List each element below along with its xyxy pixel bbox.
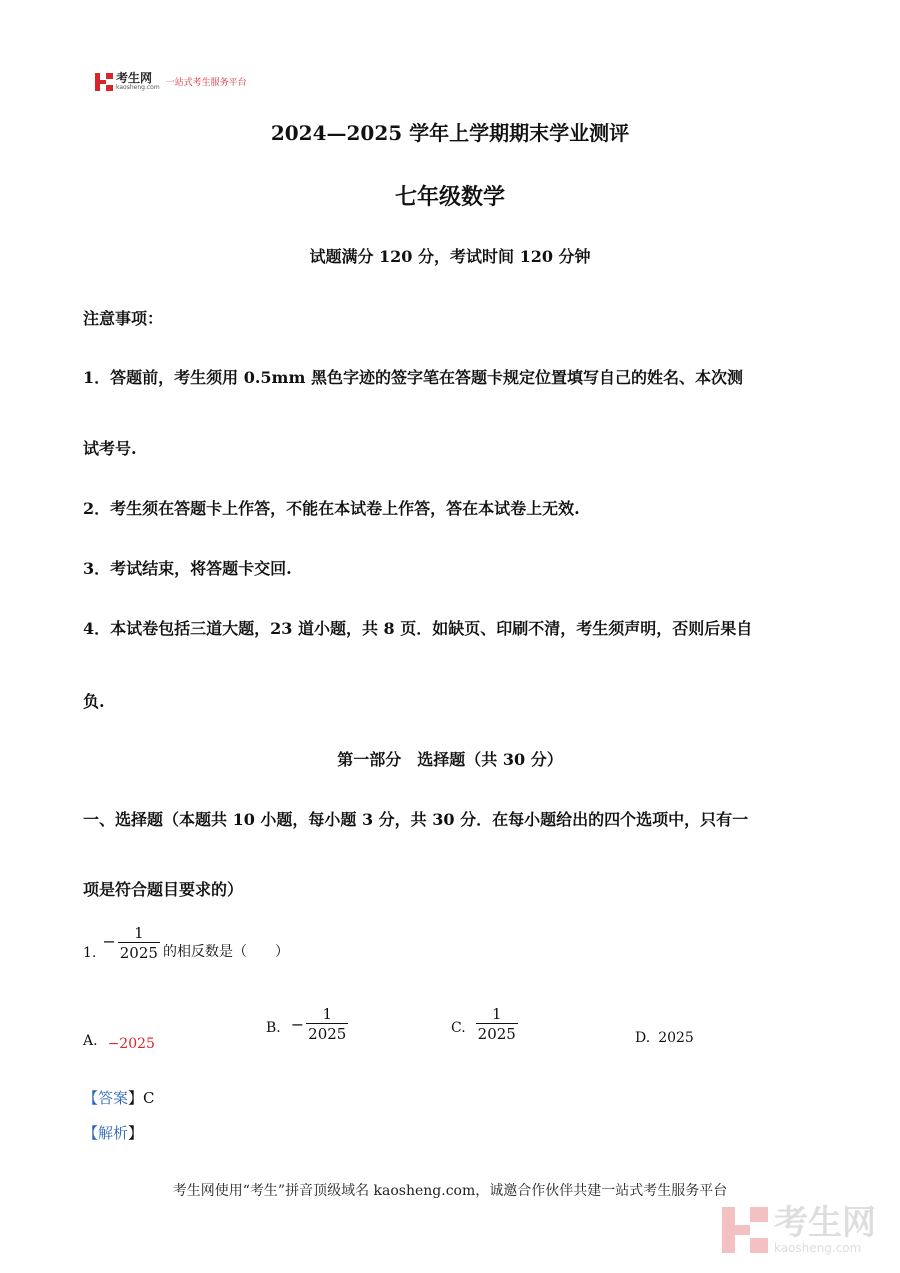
question-stem: 的相反数是（ ） (162, 944, 289, 960)
answer-open-bracket: 【 (83, 1089, 99, 1107)
notes-heading: 注意事项： (83, 309, 164, 328)
note-item-3: 3．考试结束，将答题卡交回. (83, 559, 292, 578)
answer-value: C (143, 1089, 155, 1107)
question-number: 1. (83, 945, 97, 961)
option-b-numerator: 1 (322, 1005, 333, 1023)
logo-slogan: 一站式考生服务平台 (165, 78, 247, 88)
logo-domain: kaosheng.com (116, 84, 160, 91)
option-a-value: −2025 (107, 1036, 155, 1052)
option-b (266, 1005, 348, 1044)
option-d (635, 1030, 694, 1046)
note-item-1-line2: 试考号. (83, 439, 137, 458)
analysis-label: 解析 (98, 1124, 129, 1142)
exam-subject: 七年级数学 (394, 184, 505, 210)
option-c-label: C. (451, 1020, 466, 1036)
watermark-name: 考生网 (774, 1203, 876, 1243)
option-b-fraction (306, 1005, 348, 1044)
analysis-line (83, 1122, 143, 1143)
option-d-label: D. (635, 1030, 651, 1046)
watermark (722, 1203, 876, 1255)
note-item-4-line1: 4．本试卷包括三道大题，23 道小题，共 8 页．如缺页、印刷不清，考生须声明，否则后果自 (83, 619, 753, 638)
option-c-denominator: 2025 (477, 1025, 516, 1043)
note-item-4-line2: 负. (83, 692, 105, 711)
watermark-logo-icon (722, 1207, 768, 1253)
section-instructions-line2: 项是符合题目要求的） (83, 880, 244, 899)
analysis-open-bracket: 【 (83, 1124, 99, 1142)
analysis-close-bracket: 】 (128, 1124, 144, 1142)
option-c-numerator: 1 (491, 1005, 502, 1023)
part1-heading: 第一部分 选择题（共 30 分） (337, 750, 563, 769)
section-instructions-line1: 一、选择题（本题共 10 小题，每小题 3 分，共 30 分．在每小题给出的四个选项中，只有一 (83, 810, 749, 829)
exam-title: 2024—2025 学年上学期期末学业测评 (270, 121, 630, 145)
question-fraction (118, 924, 160, 963)
answer-label: 答案 (98, 1089, 129, 1107)
exam-subtitle: 试题满分 120 分，考试时间 120 分钟 (309, 247, 591, 266)
option-c-fraction (476, 1005, 518, 1044)
option-a (83, 1030, 155, 1052)
question-1 (83, 924, 289, 963)
option-a-label: A. (83, 1033, 98, 1049)
site-logo (95, 72, 247, 91)
logo-name: 考生网 (116, 71, 153, 85)
option-d-value: 2025 (658, 1030, 694, 1046)
question-sign: − (102, 932, 116, 951)
page-footer: 考生网使用“考生”拼音顶级域名 kaosheng.com，诚邀合作伙伴共建一站式考生服务平台 (172, 1183, 728, 1199)
answer-close-bracket: 】 (128, 1089, 144, 1107)
option-b-denominator: 2025 (308, 1025, 347, 1043)
note-item-2: 2．考生须在答题卡上作答，不能在本试卷上作答，答在本试卷上无效. (83, 499, 580, 518)
option-c (451, 1005, 518, 1044)
option-b-sign: − (290, 1015, 305, 1034)
option-b-label: B. (266, 1020, 281, 1036)
answer-line (83, 1087, 155, 1108)
watermark-domain: kaosheng.com (774, 1241, 862, 1255)
note-item-1-line1: 1．答题前，考生须用 0.5mm 黑色字迹的签字笔在答题卡规定位置填写自己的姓名、本次测 (83, 368, 743, 387)
kaosheng-logo-icon (95, 73, 113, 91)
fraction-denominator: 2025 (119, 944, 158, 962)
fraction-numerator: 1 (134, 924, 144, 942)
